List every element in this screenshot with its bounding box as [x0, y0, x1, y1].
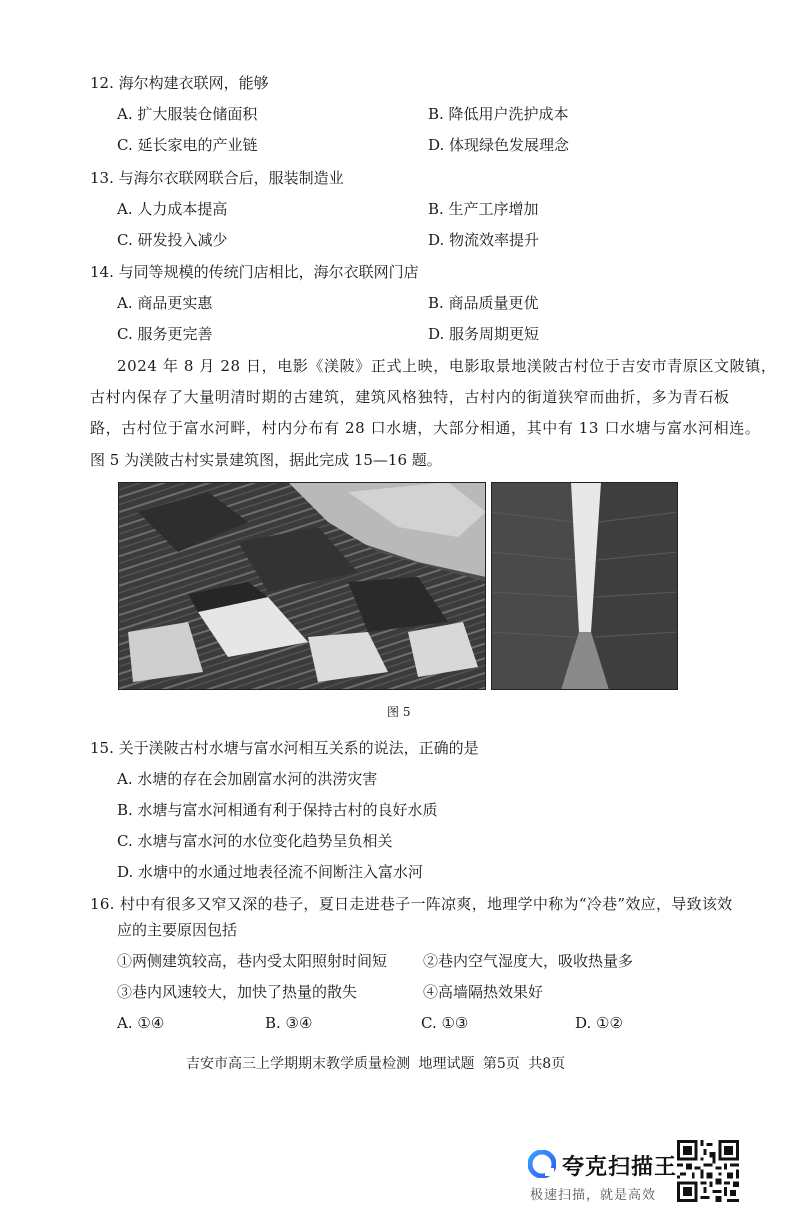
page-footer: 吉安市高三上学期期末教学质量检测 地理试题 第5页 共8页	[186, 1056, 566, 1072]
question-16-choice-d: D. ①②	[575, 1014, 623, 1032]
question-16-item-3: ③巷内风速较大，加快了热量的散失	[117, 983, 358, 1001]
question-16-item-2: ②巷内空气湿度大，吸收热量多	[423, 952, 634, 970]
scanner-brand-name: 夸克扫描王	[562, 1155, 678, 1180]
question-13-option-a: A. 人力成本提高	[117, 200, 228, 218]
question-16-choice-a: A. ①④	[117, 1014, 165, 1032]
passage-line-3: 路，古村位于富水河畔，村内分布有 28 口水塘，大部分相通，其中有 13 口水塘与富水河相连。	[90, 419, 761, 437]
passage-line-1: 2024 年 8 月 28 日，电影《渼陂》正式上映，电影取景地渼陂古村位于吉安市青原区文陂镇，	[117, 357, 777, 375]
question-16-item-1: ①两侧建筑较高，巷内受太阳照射时间短	[117, 952, 388, 970]
question-16-choice-b: B. ③④	[265, 1014, 313, 1032]
figure-caption: 图 5	[387, 705, 411, 719]
question-15-option-b: B. 水塘与富水河相通有利于保持古村的良好水质	[117, 801, 438, 819]
village-aerial-photo	[118, 482, 486, 690]
question-14-option-a: A. 商品更实惠	[117, 294, 213, 312]
question-14-option-c: C. 服务更完善	[117, 325, 213, 343]
question-16-choice-c: C. ①③	[421, 1014, 469, 1032]
question-16-stem-line-2: 应的主要原因包括	[117, 921, 238, 939]
question-15-option-d: D. 水塘中的水通过地表径流不间断注入富水河	[117, 863, 424, 881]
question-14-option-b: B. 商品质量更优	[428, 294, 539, 312]
scanner-watermark	[528, 1146, 678, 1202]
question-14-stem: 14. 与同等规模的传统门店相比，海尔衣联网门店	[90, 263, 419, 281]
scanner-logo-icon	[528, 1150, 556, 1178]
question-12-option-a: A. 扩大服装仓储面积	[117, 105, 258, 123]
question-13-option-c: C. 研发投入减少	[117, 231, 228, 249]
narrow-lane-photo	[491, 482, 678, 690]
question-12-option-d: D. 体现绿色发展理念	[428, 136, 570, 154]
question-15-option-c: C. 水塘与富水河的水位变化趋势呈负相关	[117, 832, 393, 850]
passage-line-2: 古村内保存了大量明清时期的古建筑，建筑风格独特，古村内的街道狭窄而曲折，多为青石板	[90, 388, 730, 406]
question-15-stem: 15. 关于渼陂古村水塘与富水河相互关系的说法，正确的是	[90, 739, 479, 757]
question-13-option-d: D. 物流效率提升	[428, 231, 540, 249]
question-13-option-b: B. 生产工序增加	[428, 200, 539, 218]
question-16-stem-line-1: 16. 村中有很多又窄又深的巷子，夏日走进巷子一阵凉爽，地理学中称为“冷巷”效应，导致该效	[90, 895, 733, 913]
passage-line-4: 图 5 为渼陂古村实景建筑图，据此完成 15—16 题。	[90, 451, 442, 469]
question-16-item-4: ④高墙隔热效果好	[423, 983, 544, 1001]
question-12-stem: 12. 海尔构建衣联网，能够	[90, 74, 269, 92]
question-14-option-d: D. 服务周期更短	[428, 325, 540, 343]
question-12-option-b: B. 降低用户洗护成本	[428, 105, 569, 123]
question-12-option-c: C. 延长家电的产业链	[117, 136, 258, 154]
scanner-brand-slogan: 极速扫描，就是高效	[530, 1188, 657, 1203]
question-15-option-a: A. 水塘的存在会加剧富水河的洪涝灾害	[117, 770, 378, 788]
qr-code-icon	[677, 1140, 739, 1202]
question-13-stem: 13. 与海尔衣联网联合后，服装制造业	[90, 169, 344, 187]
